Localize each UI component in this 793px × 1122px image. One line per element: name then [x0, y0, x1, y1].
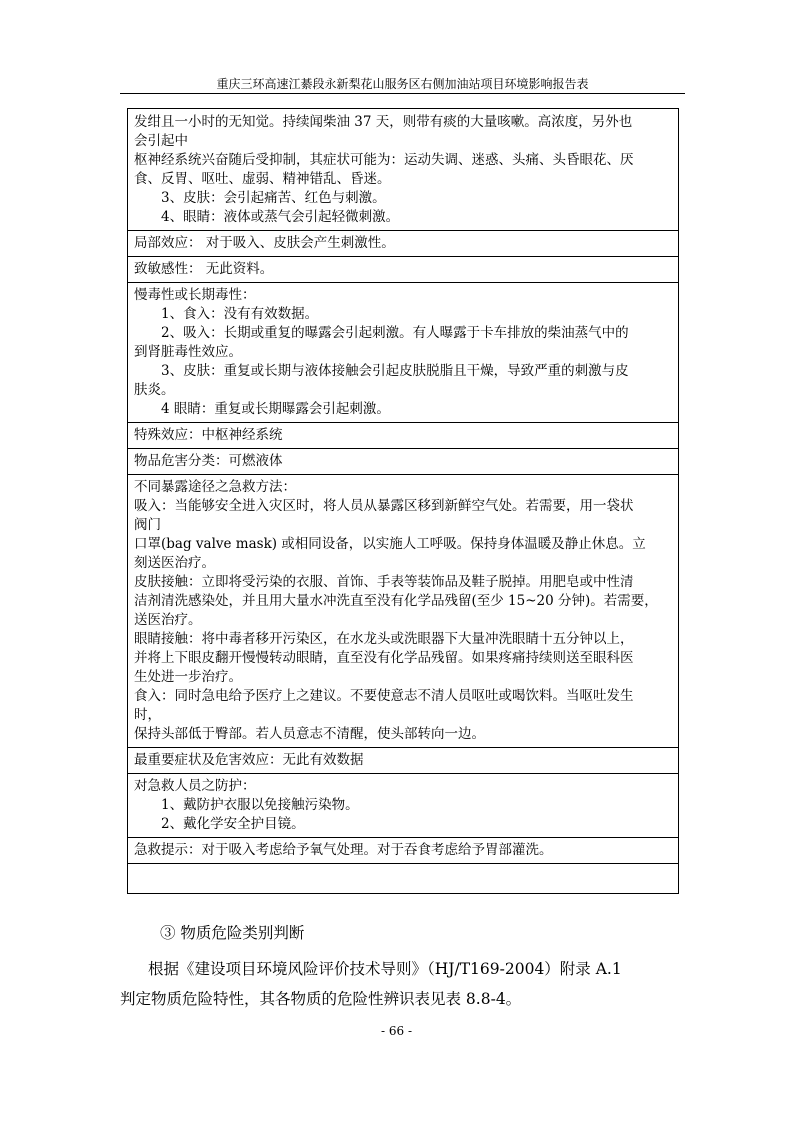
table-row-line: 物品危害分类：可燃液体 [134, 453, 283, 469]
table-row-line: 对急救人员之防护： [134, 778, 256, 794]
table-row-line: 会引起中 [134, 133, 188, 149]
table-row-line: 3、皮肤：会引起痛苦、红色与刺激。 [161, 190, 386, 206]
table-empty-row [128, 863, 678, 893]
table-row-line: 保持头部低于臀部。若人员意志不清醒，使头部转向一边。 [134, 726, 485, 742]
table-row-line: 致敏感性： 无此资料。 [134, 261, 274, 277]
table-row [128, 837, 678, 863]
table-row-line: 慢毒性或长期毒性： [134, 287, 256, 303]
table-row-line: 刻送医治疗。 [134, 555, 215, 571]
table-row-line: 皮肤接触：立即将受污染的衣服、首饰、手表等装饰品及鞋子脱掉。用肥皂或中性清 [134, 574, 634, 590]
table-row [128, 282, 678, 422]
table-row [128, 747, 678, 773]
table-row-line: 1、戴防护衣服以免接触污染物。 [161, 797, 359, 813]
body-paragraph [120, 954, 685, 1014]
page-number: - 66 - [380, 1024, 412, 1038]
table-row-line: 不同暴露途径之急救方法： [134, 479, 296, 495]
table-row-line: 局部效应： 对于吸入、皮肤会产生刺激性。 [134, 235, 395, 251]
table-row-line: 阀门 [134, 517, 161, 533]
table-row-line: 4 眼睛：重复或长期曝露会引起刺激。 [161, 401, 390, 417]
table-row-line: 眼睛接触：将中毒者移开污染区，在水龙头或洗眼器下大量冲洗眼睛十五分钟以上， [134, 631, 634, 647]
table-row-line: 2、吸入：长期或重复的曝露会引起刺激。有人曝露于卡车排放的柴油蒸气中的 [161, 325, 629, 341]
header-divider [120, 93, 685, 94]
table-row-line: 1、食入：没有有效数据。 [161, 306, 319, 322]
table-row [128, 773, 678, 837]
table-row-line: 2、戴化学安全护目镜。 [161, 816, 305, 832]
table-row-line: 特殊效应：中枢神经系统 [134, 427, 283, 443]
table-row-line: 食入：同时急电给予医疗上之建议。不要使意志不清人员呕吐或喝饮料。当呕吐发生 [134, 688, 634, 704]
paragraph-line-1: 根据《建设项目环境风险评价技术导则》（HJ/T169-2004）附录 A.1 [148, 960, 622, 978]
table-row-line: 枢神经系统兴奋随后受抑制，其症状可能为：运动失调、迷惑、头痛、头昏眼花、厌 [134, 152, 634, 168]
table-row-line: 最重要症状及危害效应：无此有效数据 [134, 752, 364, 768]
table-row [128, 422, 678, 448]
table-row-line: 3、皮肤：重复或长期与液体接触会引起皮肤脱脂且干燥，导致严重的刺激与皮 [161, 363, 629, 379]
table-row [128, 474, 678, 747]
table-row-line: 食、反胃、呕吐、虚弱、精神错乱、昏迷。 [134, 171, 391, 187]
table-row [128, 448, 678, 474]
table-row-line: 到肾脏毒性效应。 [134, 344, 242, 360]
table-row-line: 吸入：当能够安全进入灾区时，将人员从暴露区移到新鲜空气处。若需要，用一袋状 [134, 498, 634, 514]
table-row-line: 并将上下眼皮翻开慢慢转动眼睛，直至没有化学品残留。如果疼痛持续则送至眼科医 [134, 650, 634, 666]
table-row [128, 256, 678, 282]
table-row [128, 109, 678, 230]
table-row-line: 急救提示：对于吸入考虑给予氧气处理。对于吞食考虑给予胃部灌洗。 [134, 842, 553, 858]
section-heading: ③ 物质危险类别判断 [160, 924, 305, 942]
paragraph-line-2: 判定物质危险特性，其各物质的危险性辨识表见表 8.8-4。 [120, 990, 522, 1008]
table-row-line: 4、眼睛：液体或蒸气会引起轻微刺激。 [161, 209, 400, 225]
page-header: 重庆三环高速江綦段永新梨花山服务区右侧加油站项目环境影响报告表 [216, 77, 589, 91]
table-row-line: 时， [134, 707, 161, 723]
table-row-line: 送医治疗。 [134, 612, 202, 628]
table-row-line: 发绀且一小时的无知觉。持续闻柴油 37 天，则带有痰的大量咳嗽。高浓度，另外也 [134, 114, 633, 130]
table-row-line: 口罩(bag valve mask) 或相同设备，以实施人工呼吸。保持身体温暖及静止休息。立 [134, 536, 646, 552]
table-row [128, 230, 678, 256]
table-row-line: 肤炎。 [134, 382, 175, 398]
table-row-line: 生处进一步治疗。 [134, 669, 242, 685]
msds-table [127, 108, 679, 894]
table-row-line: 洁剂清洗感染处，并且用大量水冲洗直至没有化学品残留(至少 15~20 分钟)。若需要， [134, 593, 658, 609]
